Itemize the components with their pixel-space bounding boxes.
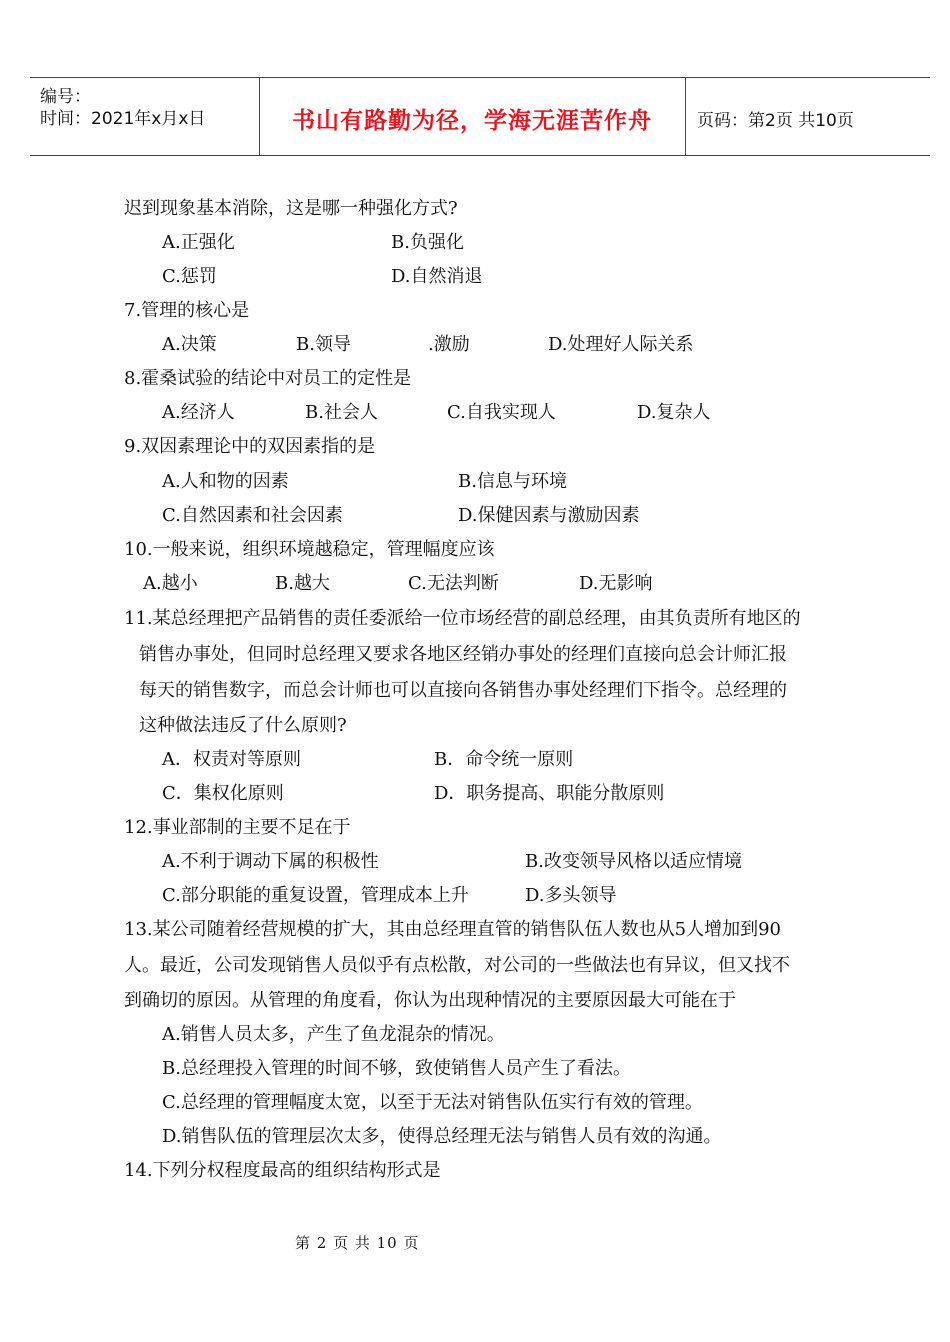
option: B.信息与环境 [458,471,567,492]
page-footer: 第 2 页 共 10 页 [295,1234,420,1252]
option: A.经济人 [162,402,235,423]
option: B.负强化 [391,232,464,253]
header-page-cell [685,78,930,155]
time-label: 时间：2021年x月x日 [40,109,206,129]
option: D.处理好人际关系 [548,334,694,355]
option: A．权责对等原则 [162,749,301,770]
option: C.无法判断 [408,573,499,594]
text-line: 销售办事处，但同时总经理又要求各地区经销办事处的经理们直接向总会计师汇报 [139,644,787,665]
option: A.越小 [143,573,198,594]
option: D.复杂人 [637,402,711,423]
option: D.保健因素与激励因素 [458,505,640,526]
question: 13.某公司随着经营规模的扩大，其由总经理直管的销售队伍人数也从5人增加到90 [124,919,781,940]
header-meta-cell [30,78,260,155]
option: B.社会人 [305,402,378,423]
text-line: 到确切的原因。从管理的角度看，你认为出现种情况的主要原因最大可能在于 [124,990,736,1011]
page-info: 页码：第2页 共10页 [697,111,854,131]
text-line: 每天的销售数字，而总会计师也可以直接向各销售办事处经理们下指令。总经理的 [139,680,787,701]
option: D.销售队伍的管理层次太多，使得总经理无法与销售人员有效的沟通。 [162,1126,722,1147]
option: A.人和物的因素 [162,471,289,492]
question: 11.某总经理把产品销售的责任委派给一位市场经营的副总经理，由其负责所有地区的 [124,608,801,629]
text-line: 这种做法违反了什么原则? [139,715,347,736]
option: D.自然消退 [391,266,483,287]
option: A.不利于调动下属的积极性 [162,851,379,872]
text-line: 迟到现象基本消除，这是哪一种强化方式? [124,198,458,219]
page-header [30,77,930,156]
option: B．命令统一原则 [434,749,574,770]
question: 8.霍桑试验的结论中对员工的定性是 [124,368,412,389]
option: C.总经理的管理幅度太宽，以至于无法对销售队伍实行有效的管理。 [162,1092,703,1113]
option: C.惩罚 [162,266,217,287]
option: D.无影响 [579,573,653,594]
question: 14.下列分权程度最高的组织结构形式是 [124,1160,441,1181]
header-motto-cell [259,78,686,155]
question: 12.事业部制的主要不足在于 [124,817,351,838]
option: C.自然因素和社会因素 [162,505,343,526]
option: B.越大 [275,573,330,594]
text-line: 人。最近，公司发现销售人员似乎有点松散，对公司的一些做法也有异议，但又找不 [124,955,790,976]
option: A.正强化 [162,232,235,253]
option: C．集权化原则 [162,783,284,804]
question: 7.管理的核心是 [124,300,250,321]
serial-label: 编号： [40,87,91,107]
question: 9.双因素理论中的双因素指的是 [124,436,376,457]
question: 10.一般来说，组织环境越稳定，管理幅度应该 [124,539,495,560]
option: D.多头领导 [525,885,617,906]
option: B.改变领导风格以适应情境 [525,851,742,872]
option: C.自我实现人 [447,402,556,423]
option: D．职务提高、职能分散原则 [434,783,665,804]
option: A.决策 [162,334,217,355]
motto: 书山有路勤为径，学海无涯苦作舟 [292,107,652,134]
option: A.销售人员太多，产生了鱼龙混杂的情况。 [162,1024,505,1045]
option: B.领导 [296,334,351,355]
option: .激励 [428,334,470,355]
option: C.部分职能的重复设置，管理成本上升 [162,885,469,906]
option: B.总经理投入管理的时间不够，致使销售人员产生了看法。 [162,1058,631,1079]
